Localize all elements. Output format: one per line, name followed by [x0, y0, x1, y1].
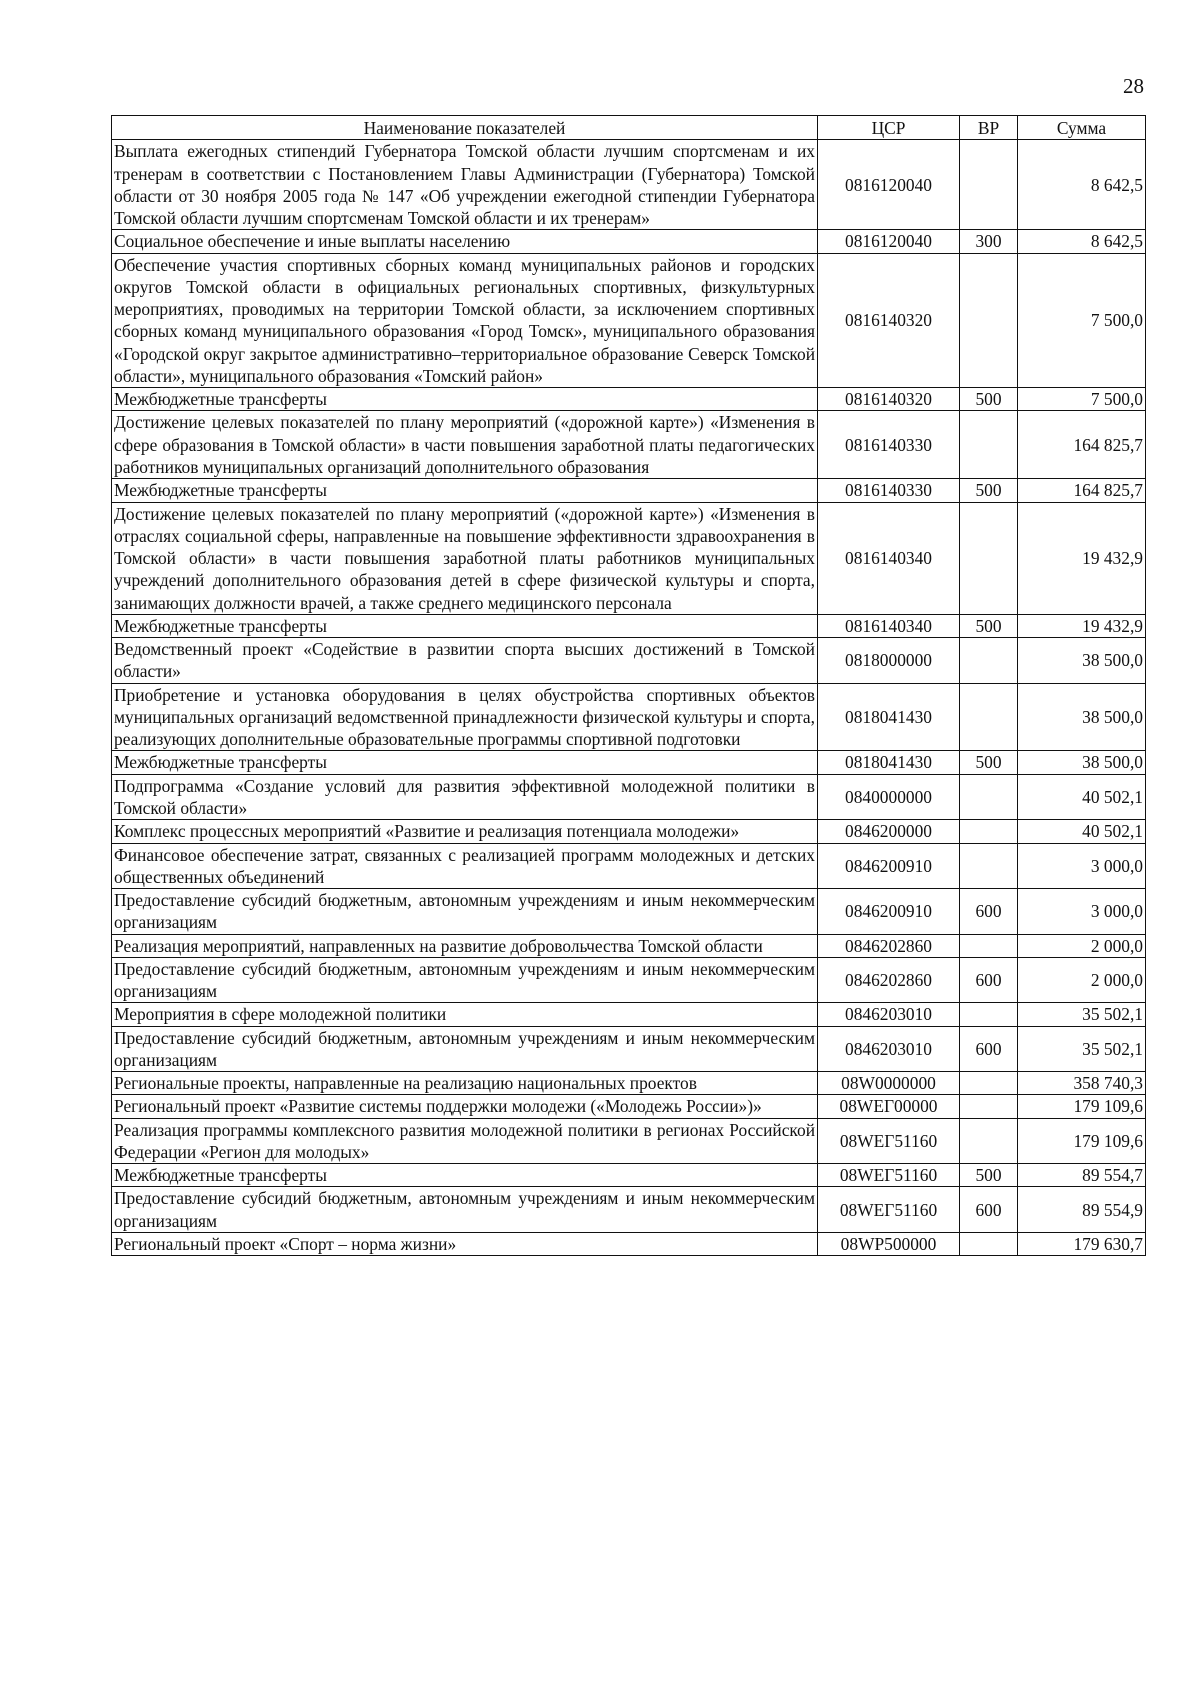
row-sum: 7 500,0	[1018, 388, 1146, 411]
table-row	[112, 638, 1146, 684]
row-vr-code	[960, 1003, 1018, 1026]
table-row	[112, 1003, 1146, 1026]
row-sum: 358 740,3	[1018, 1072, 1146, 1095]
row-csr-code: 0816140340	[818, 614, 960, 637]
row-vr-code	[960, 1233, 1018, 1256]
row-csr-code: 0816120040	[818, 140, 960, 230]
row-name: Реализация мероприятий, направленных на развитие добровольчества Томской области	[112, 934, 818, 957]
row-csr-code: 0816140330	[818, 411, 960, 479]
row-csr-code: 0816140320	[818, 253, 960, 388]
row-sum: 40 502,1	[1018, 820, 1146, 843]
row-vr-code	[960, 1095, 1018, 1118]
row-vr-code	[960, 820, 1018, 843]
row-vr-code	[960, 934, 1018, 957]
row-sum: 3 000,0	[1018, 889, 1146, 935]
row-csr-code: 0846200910	[818, 889, 960, 935]
row-sum: 164 825,7	[1018, 411, 1146, 479]
row-vr-code	[960, 1118, 1018, 1164]
row-csr-code: 08WЕГ51160	[818, 1187, 960, 1233]
row-csr-code: 0846202860	[818, 934, 960, 957]
row-name: Социальное обеспечение и иные выплаты населению	[112, 230, 818, 253]
row-sum: 35 502,1	[1018, 1003, 1146, 1026]
row-name: Реализация программы комплексного развития молодежной политики в регионах Российской Федерации «Регион для молодых»	[112, 1118, 818, 1164]
table-row	[112, 751, 1146, 774]
table-row	[112, 683, 1146, 751]
row-name: Предоставление субсидий бюджетным, автономным учреждениям и иным некоммерческим организациям	[112, 889, 818, 935]
row-vr-code	[960, 253, 1018, 388]
header-csr: ЦСР	[818, 116, 960, 140]
row-sum: 38 500,0	[1018, 683, 1146, 751]
row-vr-code	[960, 411, 1018, 479]
row-name: Региональный проект «Спорт – норма жизни»	[112, 1233, 818, 1256]
row-csr-code: 08WЕГ51160	[818, 1118, 960, 1164]
row-csr-code: 08WP500000	[818, 1233, 960, 1256]
row-sum: 38 500,0	[1018, 751, 1146, 774]
row-name: Предоставление субсидий бюджетным, автономным учреждениям и иным некоммерческим организациям	[112, 1026, 818, 1072]
table-row	[112, 479, 1146, 502]
row-sum: 35 502,1	[1018, 1026, 1146, 1072]
row-name: Достижение целевых показателей по плану мероприятий («дорожной карте») «Изменения в отраслях социальной сферы, направленные на повышение эффективности здравоохранения в Томской области» в части повышения заработной платы работников муниципальных учреждений дополнительного образования детей в сфере физической культуры и спорта, занимающих должности врачей, а также среднего медицинского персонала	[112, 502, 818, 614]
row-vr-code: 500	[960, 1164, 1018, 1187]
table-body	[112, 140, 1146, 1256]
row-name: Межбюджетные трансферты	[112, 614, 818, 637]
row-name: Приобретение и установка оборудования в целях обустройства спортивных объектов муниципальных организаций ведомственной принадлежности физической культуры и спорта, реализующих дополнительные образовательные программы спортивной подготовки	[112, 683, 818, 751]
row-vr-code: 300	[960, 230, 1018, 253]
row-name: Межбюджетные трансферты	[112, 479, 818, 502]
table-row	[112, 889, 1146, 935]
row-csr-code: 0846203010	[818, 1026, 960, 1072]
row-csr-code: 0816140340	[818, 502, 960, 614]
row-sum: 8 642,5	[1018, 140, 1146, 230]
table-row	[112, 934, 1146, 957]
row-csr-code: 08WЕГ51160	[818, 1164, 960, 1187]
row-vr-code	[960, 638, 1018, 684]
row-name: Межбюджетные трансферты	[112, 751, 818, 774]
table-row	[112, 957, 1146, 1003]
row-csr-code: 0840000000	[818, 774, 960, 820]
table-row	[112, 1118, 1146, 1164]
table-row	[112, 1072, 1146, 1095]
row-vr-code	[960, 843, 1018, 889]
row-vr-code	[960, 1072, 1018, 1095]
page-number: 28	[1123, 74, 1144, 98]
row-csr-code: 0846200000	[818, 820, 960, 843]
row-vr-code: 600	[960, 889, 1018, 935]
row-name: Региональный проект «Развитие системы поддержки молодежи («Молодежь России»)»	[112, 1095, 818, 1118]
row-csr-code: 0818041430	[818, 683, 960, 751]
row-name: Комплекс процессных мероприятий «Развитие и реализация потенциала молодежи»	[112, 820, 818, 843]
row-name: Обеспечение участия спортивных сборных команд муниципальных районов и городских округов Томской области в официальных региональных спортивных, физкультурных мероприятиях, проводимых на территории Томской области, за исключением спортивных сборных команд муниципального образования «Город Томск», муниципального образования «Городской округ закрытое административно–территориальное образование Северск Томской области», муниципального образования «Томский район»	[112, 253, 818, 388]
row-sum: 19 432,9	[1018, 502, 1146, 614]
row-sum: 179 630,7	[1018, 1233, 1146, 1256]
row-sum: 179 109,6	[1018, 1118, 1146, 1164]
table-row	[112, 140, 1146, 230]
header-vr: ВР	[960, 116, 1018, 140]
row-sum: 19 432,9	[1018, 614, 1146, 637]
row-vr-code: 500	[960, 751, 1018, 774]
table-row	[112, 614, 1146, 637]
row-vr-code: 500	[960, 479, 1018, 502]
row-name: Достижение целевых показателей по плану мероприятий («дорожной карте») «Изменения в сфере образования в Томской области» в части повышения заработной платы педагогических работников муниципальных организаций дополнительного образования	[112, 411, 818, 479]
row-sum: 179 109,6	[1018, 1095, 1146, 1118]
table-row	[112, 502, 1146, 614]
row-csr-code: 0846200910	[818, 843, 960, 889]
table-row	[112, 1164, 1146, 1187]
row-vr-code	[960, 502, 1018, 614]
row-vr-code: 600	[960, 1026, 1018, 1072]
row-csr-code: 0816140320	[818, 388, 960, 411]
row-name: Межбюджетные трансферты	[112, 388, 818, 411]
row-name: Подпрограмма «Создание условий для развития эффективной молодежной политики в Томской области»	[112, 774, 818, 820]
row-sum: 38 500,0	[1018, 638, 1146, 684]
row-vr-code	[960, 683, 1018, 751]
table-row	[112, 820, 1146, 843]
row-csr-code: 0816120040	[818, 230, 960, 253]
header-sum: Сумма	[1018, 116, 1146, 140]
row-name: Предоставление субсидий бюджетным, автономным учреждениям и иным некоммерческим организациям	[112, 957, 818, 1003]
table-row	[112, 1095, 1146, 1118]
row-csr-code: 0846202860	[818, 957, 960, 1003]
table-row	[112, 253, 1146, 388]
row-vr-code: 500	[960, 388, 1018, 411]
row-csr-code: 0846203010	[818, 1003, 960, 1026]
row-sum: 89 554,9	[1018, 1187, 1146, 1233]
row-name: Предоставление субсидий бюджетным, автономным учреждениям и иным некоммерческим организациям	[112, 1187, 818, 1233]
row-sum: 7 500,0	[1018, 253, 1146, 388]
table-row	[112, 843, 1146, 889]
row-csr-code: 08WЕГ00000	[818, 1095, 960, 1118]
table-row	[112, 1233, 1146, 1256]
row-name: Мероприятия в сфере молодежной политики	[112, 1003, 818, 1026]
row-name: Региональные проекты, направленные на реализацию национальных проектов	[112, 1072, 818, 1095]
row-vr-code: 600	[960, 1187, 1018, 1233]
table-header-row	[112, 116, 1146, 140]
row-csr-code: 08W0000000	[818, 1072, 960, 1095]
row-vr-code	[960, 140, 1018, 230]
row-csr-code: 0818000000	[818, 638, 960, 684]
header-name: Наименование показателей	[112, 116, 818, 140]
table-row	[112, 1026, 1146, 1072]
table-row	[112, 411, 1146, 479]
budget-table	[111, 115, 1146, 1256]
row-vr-code: 500	[960, 614, 1018, 637]
table-row	[112, 388, 1146, 411]
row-sum: 2 000,0	[1018, 934, 1146, 957]
row-vr-code	[960, 774, 1018, 820]
table-row	[112, 1187, 1146, 1233]
row-sum: 164 825,7	[1018, 479, 1146, 502]
row-csr-code: 0816140330	[818, 479, 960, 502]
row-name: Финансовое обеспечение затрат, связанных с реализацией программ молодежных и детских общественных объединений	[112, 843, 818, 889]
table-row	[112, 774, 1146, 820]
row-sum: 40 502,1	[1018, 774, 1146, 820]
row-sum: 8 642,5	[1018, 230, 1146, 253]
row-name: Ведомственный проект «Содействие в развитии спорта высших достижений в Томской области»	[112, 638, 818, 684]
row-name: Выплата ежегодных стипендий Губернатора Томской области лучшим спортсменам и их тренерам в соответствии с Постановлением Главы Администрации (Губернатора) Томской области от 30 ноября 2005 года № 147 «Об учреждении ежегодной стипендии Губернатора Томской области лучшим спортсменам Томской области и их тренерам»	[112, 140, 818, 230]
row-vr-code: 600	[960, 957, 1018, 1003]
row-sum: 3 000,0	[1018, 843, 1146, 889]
row-csr-code: 0818041430	[818, 751, 960, 774]
row-sum: 89 554,7	[1018, 1164, 1146, 1187]
table-row	[112, 230, 1146, 253]
row-name: Межбюджетные трансферты	[112, 1164, 818, 1187]
row-sum: 2 000,0	[1018, 957, 1146, 1003]
